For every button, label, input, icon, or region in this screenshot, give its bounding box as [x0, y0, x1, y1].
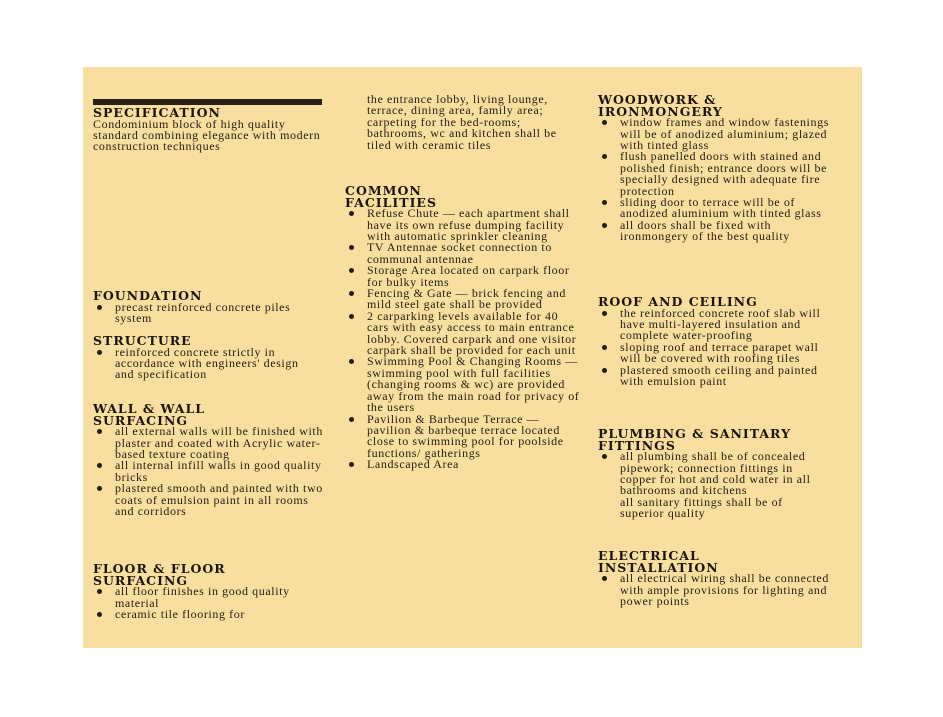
list-item: Refuse Chute — each apartment shall have its own refuse dumping facility with automatic sprinkler cleaning	[345, 208, 581, 242]
list-item: Swimming Pool & Changing Rooms — swimming pool with full facilities (changing rooms & wc) are provided away from the main road for privacy of the users	[345, 356, 581, 413]
bullet-icon	[349, 211, 354, 216]
heading-structure: STRUCTURE	[93, 333, 192, 348]
list-item: Pavilion & Barbeque Terrace — pavilion & barbeque terrace located close to swimming pool for poolside functions/ gatherings	[345, 414, 581, 460]
heading-specification: SPECIFICATION	[93, 105, 221, 120]
section-woodwork	[598, 94, 846, 243]
list-item: plastered smooth and painted with two coats of emulsion paint in all rooms and corridors	[93, 483, 329, 517]
woodwork-list	[598, 117, 834, 242]
list-item: all doors shall be fixed with ironmongery of the best quality	[598, 220, 834, 243]
section-roof	[598, 296, 846, 387]
heading-floor: FLOOR & FLOOR SURFACING	[93, 561, 226, 588]
roof-list	[598, 305, 828, 389]
heading-roof: ROOF AND CEILING	[598, 294, 758, 309]
list-item: window frames and window fastenings will be of anodized aluminium; glazed with tinted glass	[598, 117, 834, 151]
wall-list	[93, 426, 329, 517]
section-specification	[93, 107, 329, 153]
heading-electrical: ELECTRICAL INSTALLATION	[598, 548, 719, 575]
list-item: Fencing & Gate — brick fencing and mild steel gate shall be provided	[345, 288, 581, 311]
bullet-icon	[349, 359, 354, 364]
foundation-list	[93, 299, 298, 325]
list-item: Storage Area located on carpark floor for bulky items	[345, 265, 581, 288]
list-item: all plumbing shall be of concealed pipework; connection fittings in copper for hot and cold water in all bathrooms and kitchens	[598, 451, 828, 497]
list-item: all electrical wiring shall be connected with ample provisions for lighting and power points	[598, 573, 834, 607]
heading-plumbing: PLUMBING & SANITARY FITTINGS	[598, 426, 791, 453]
bullet-icon	[602, 368, 607, 373]
list-item: TV Antennae socket connection to communal antennae	[345, 242, 581, 265]
bullet-icon	[349, 291, 354, 296]
bullet-icon	[602, 576, 607, 581]
bullet-icon	[97, 589, 102, 594]
section-common-facilities	[345, 185, 581, 471]
list-item: precast reinforced concrete piles system	[93, 302, 298, 325]
section-wall	[93, 403, 329, 517]
electrical-list	[598, 573, 834, 607]
list-item: 2 carparking levels available for 40 cars with easy access to main entrance lobby. Covered carpark and one visitor carpark shall be provided for each unit	[345, 311, 581, 357]
list-item: sloping roof and terrace parapet wall will be covered with roofing tiles	[598, 342, 828, 365]
section-floor	[93, 563, 329, 620]
floor-list	[93, 586, 329, 620]
list-item: the reinforced concrete roof slab will have multi-layered insulation and complete water-proofing	[598, 308, 828, 342]
heading-foundation: FOUNDATION	[93, 288, 203, 303]
structure-list	[93, 344, 301, 382]
list-item: sliding door to terrace will be of anodized aluminium with tinted glass	[598, 197, 834, 220]
bullet-icon	[349, 462, 354, 467]
flooring-continuation: the entrance lobby, living lounge, terrace, dining area, family area; carpeting for the bed-rooms; bathrooms, wc and kitchen shall be tiled with ceramic tiles	[367, 92, 557, 152]
bullet-icon	[602, 454, 607, 459]
bullet-icon	[602, 345, 607, 350]
list-item: all external walls will be finished with plaster and coated with Acrylic water-based texture coating	[93, 426, 329, 460]
bullet-icon	[349, 314, 354, 319]
list-item: reinforced concrete strictly in accordance with engineers' design and specification	[93, 347, 301, 381]
bullet-icon	[602, 200, 607, 205]
section-structure	[93, 335, 329, 381]
heading-common-facilities: COMMON FACILITIES	[345, 183, 437, 210]
list-item: flush panelled doors with stained and polished finish; entrance doors will be specially designed with adequate fire protection	[598, 151, 834, 197]
list-item: all internal infill walls in good quality bricks	[93, 460, 329, 483]
plumbing-extra-text: all sanitary fittings shall be of superior quality	[620, 494, 783, 521]
bullet-icon	[602, 154, 607, 159]
list-item: ceramic tile flooring for	[93, 609, 329, 620]
list-item: all floor finishes in good quality material	[93, 586, 329, 609]
list-item: plastered smooth ceiling and painted with emulsion paint	[598, 365, 828, 388]
section-plumbing	[598, 428, 846, 520]
heading-woodwork: WOODWORK & IRONMONGERY	[598, 92, 723, 119]
specification-body: Condominium block of high quality standard combining elegance with modern construction techniques	[93, 116, 321, 154]
bullet-icon	[349, 245, 354, 250]
list-item: Landscaped Area	[345, 459, 581, 470]
bullet-icon	[602, 223, 607, 228]
bullet-icon	[97, 305, 102, 310]
plumbing-list	[598, 451, 828, 497]
bullet-icon	[602, 311, 607, 316]
bullet-icon	[349, 417, 354, 422]
bullet-icon	[602, 120, 607, 125]
common-facilities-list	[345, 208, 581, 470]
section-electrical	[598, 550, 846, 607]
bullet-icon	[97, 612, 102, 617]
section-foundation	[93, 290, 329, 324]
bullet-icon	[97, 486, 102, 491]
specification-sheet	[83, 67, 862, 648]
section-continuation	[345, 94, 581, 151]
bullet-icon	[349, 268, 354, 273]
bullet-icon	[97, 429, 102, 434]
bullet-icon	[97, 350, 102, 355]
heading-wall: WALL & WALL SURFACING	[93, 401, 206, 428]
bullet-icon	[97, 463, 102, 468]
